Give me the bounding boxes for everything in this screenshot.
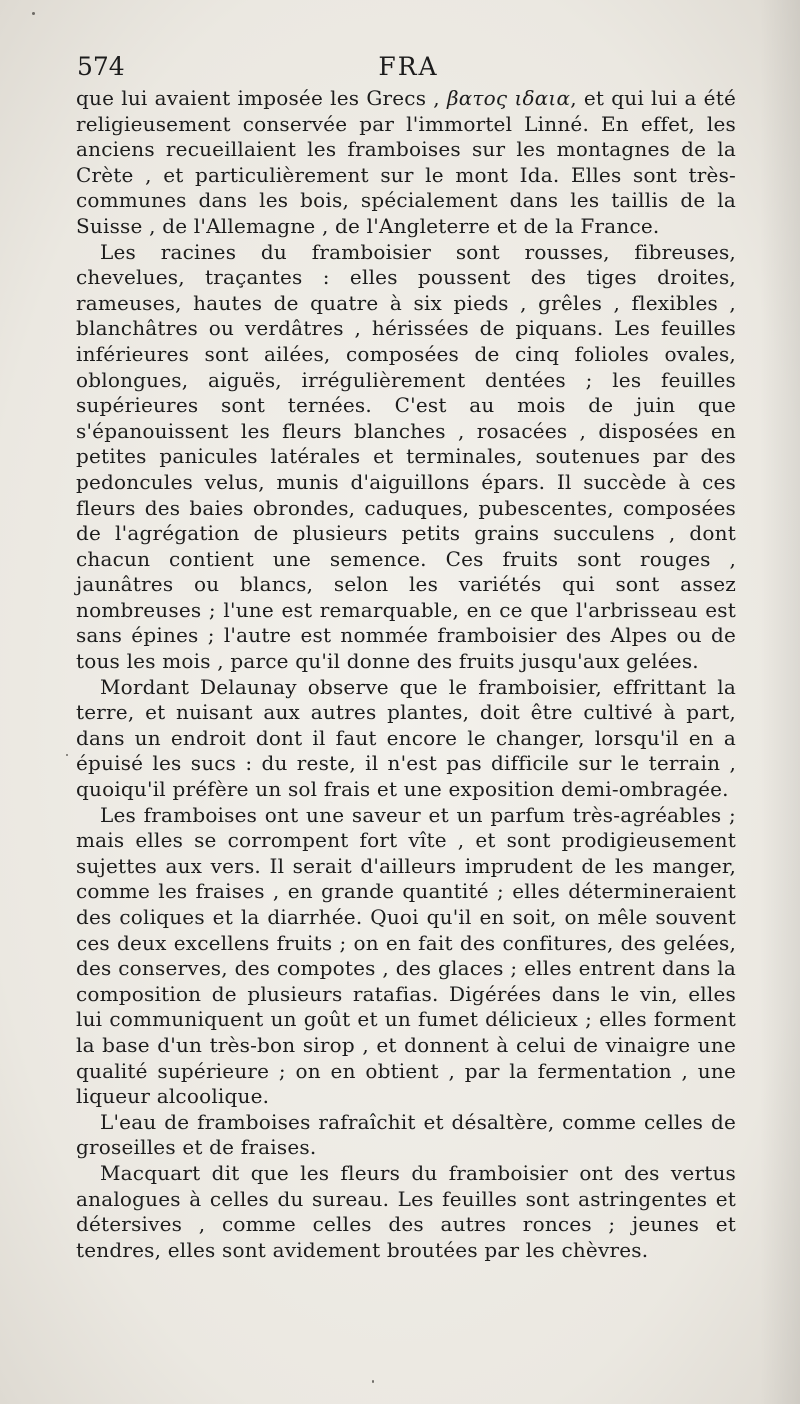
paragraph-2: Les racines du framboisier sont rousses, fibreuses, chevelues, traçantes : elles poussent des tiges droites, rameuses, hautes de quatre à six pieds , grêles , flexibles , blanchâtres ou verdâtres , hérissées de piquans. Les feuilles inférieures sont ailées, composées de cinq folioles ovales, oblongues, aiguës, irrégulièrement dentées ; les feuilles supérieures sont ternées. C'est au mois de juin que s'épanouissent les fleurs blanches , rosacées , disposées en petites panicules latérales et terminales, soutenues par des pedoncules velus, munis d'aiguillons épars. Il succède à ces fleurs des baies obrondes, caduques, pubescentes, composées de l'agrégation de plusieurs petits grains succulens , dont chacun contient une semence. Ces fruits sont rouges , jaunâtres ou blancs, selon les variétés qui sont assez nombreuses ; l'une est remarquable, en ce que l'arbrisseau est sans épines ; l'autre est nommée framboisier des Alpes ou de tous les mois , parce qu'il donne des fruits jusqu'aux gelées. [76,239,736,674]
paper-speck [32,12,35,15]
running-title: FRA [378,52,439,81]
running-head [77,50,740,84]
page-number: 574 [77,52,125,81]
body-text [76,86,736,1263]
paragraph-4: Les framboises ont une saveur et un parfum très-agréables ; mais elles se corrompent fort vîte , et sont prodigieusement sujettes aux vers. Il serait d'ailleurs imprudent de les manger, comme les fraises , en grande quantité ; elles détermineraient des coliques et la diarrhée. Quoi qu'il en soit, on mêle souvent ces deux excellens fruits ; on en fait des confitures, des gelées, des conserves, des compotes , des glaces ; elles entrent dans la composition de plusieurs ratafias. Digérées dans le vin, elles lui communiquent un goût et un fumet délicieux ; elles forment la base d'un très-bon sirop , et donnent à celui de vinaigre une qualité supérieure ; on en obtient , par la fermentation , une liqueur alcoolique. [76,802,736,1109]
paper-speck [66,754,68,756]
paragraph-1-lead: que lui avaient imposée les Grecs , [76,86,440,110]
paragraph-1-text: , et qui lui a été religieusement conservée par l'immortel Linné. En effet, les anciens recueillaient les framboises sur les montagnes de la Crète , et particulièrement sur le mont Ida. Elles sont très-communes dans les bois, spécialement dans les taillis de la Suisse , de l'Allemagne , de l'Angleterre et de la France. [76,86,736,238]
paragraph-1 [76,86,736,240]
page-edge-shadow [760,0,800,1404]
greek-name: βατος ιδαια [446,86,571,110]
paragraph-5: L'eau de framboises rafraîchit et désaltère, comme celles de groseilles et de fraises. [76,1109,736,1160]
paper-speck [372,1380,374,1383]
paragraph-6: Macquart dit que les fleurs du framboisier ont des vertus analogues à celles du sureau. Les feuilles sont astringentes et détersives , comme celles des autres ronces ; jeunes et tendres, elles sont avidement broutées par les chèvres. [76,1160,736,1262]
paragraph-3: Mordant Delaunay observe que le framboisier, effrittant la terre, et nuisant aux autres plantes, doit être cultivé à part, dans un endroit dont il faut encore le changer, lorsqu'il en a épuisé les sucs : du reste, il n'est pas difficile sur le terrain , quoiqu'il préfère un sol frais et une exposition demi-ombragée. [76,674,736,802]
